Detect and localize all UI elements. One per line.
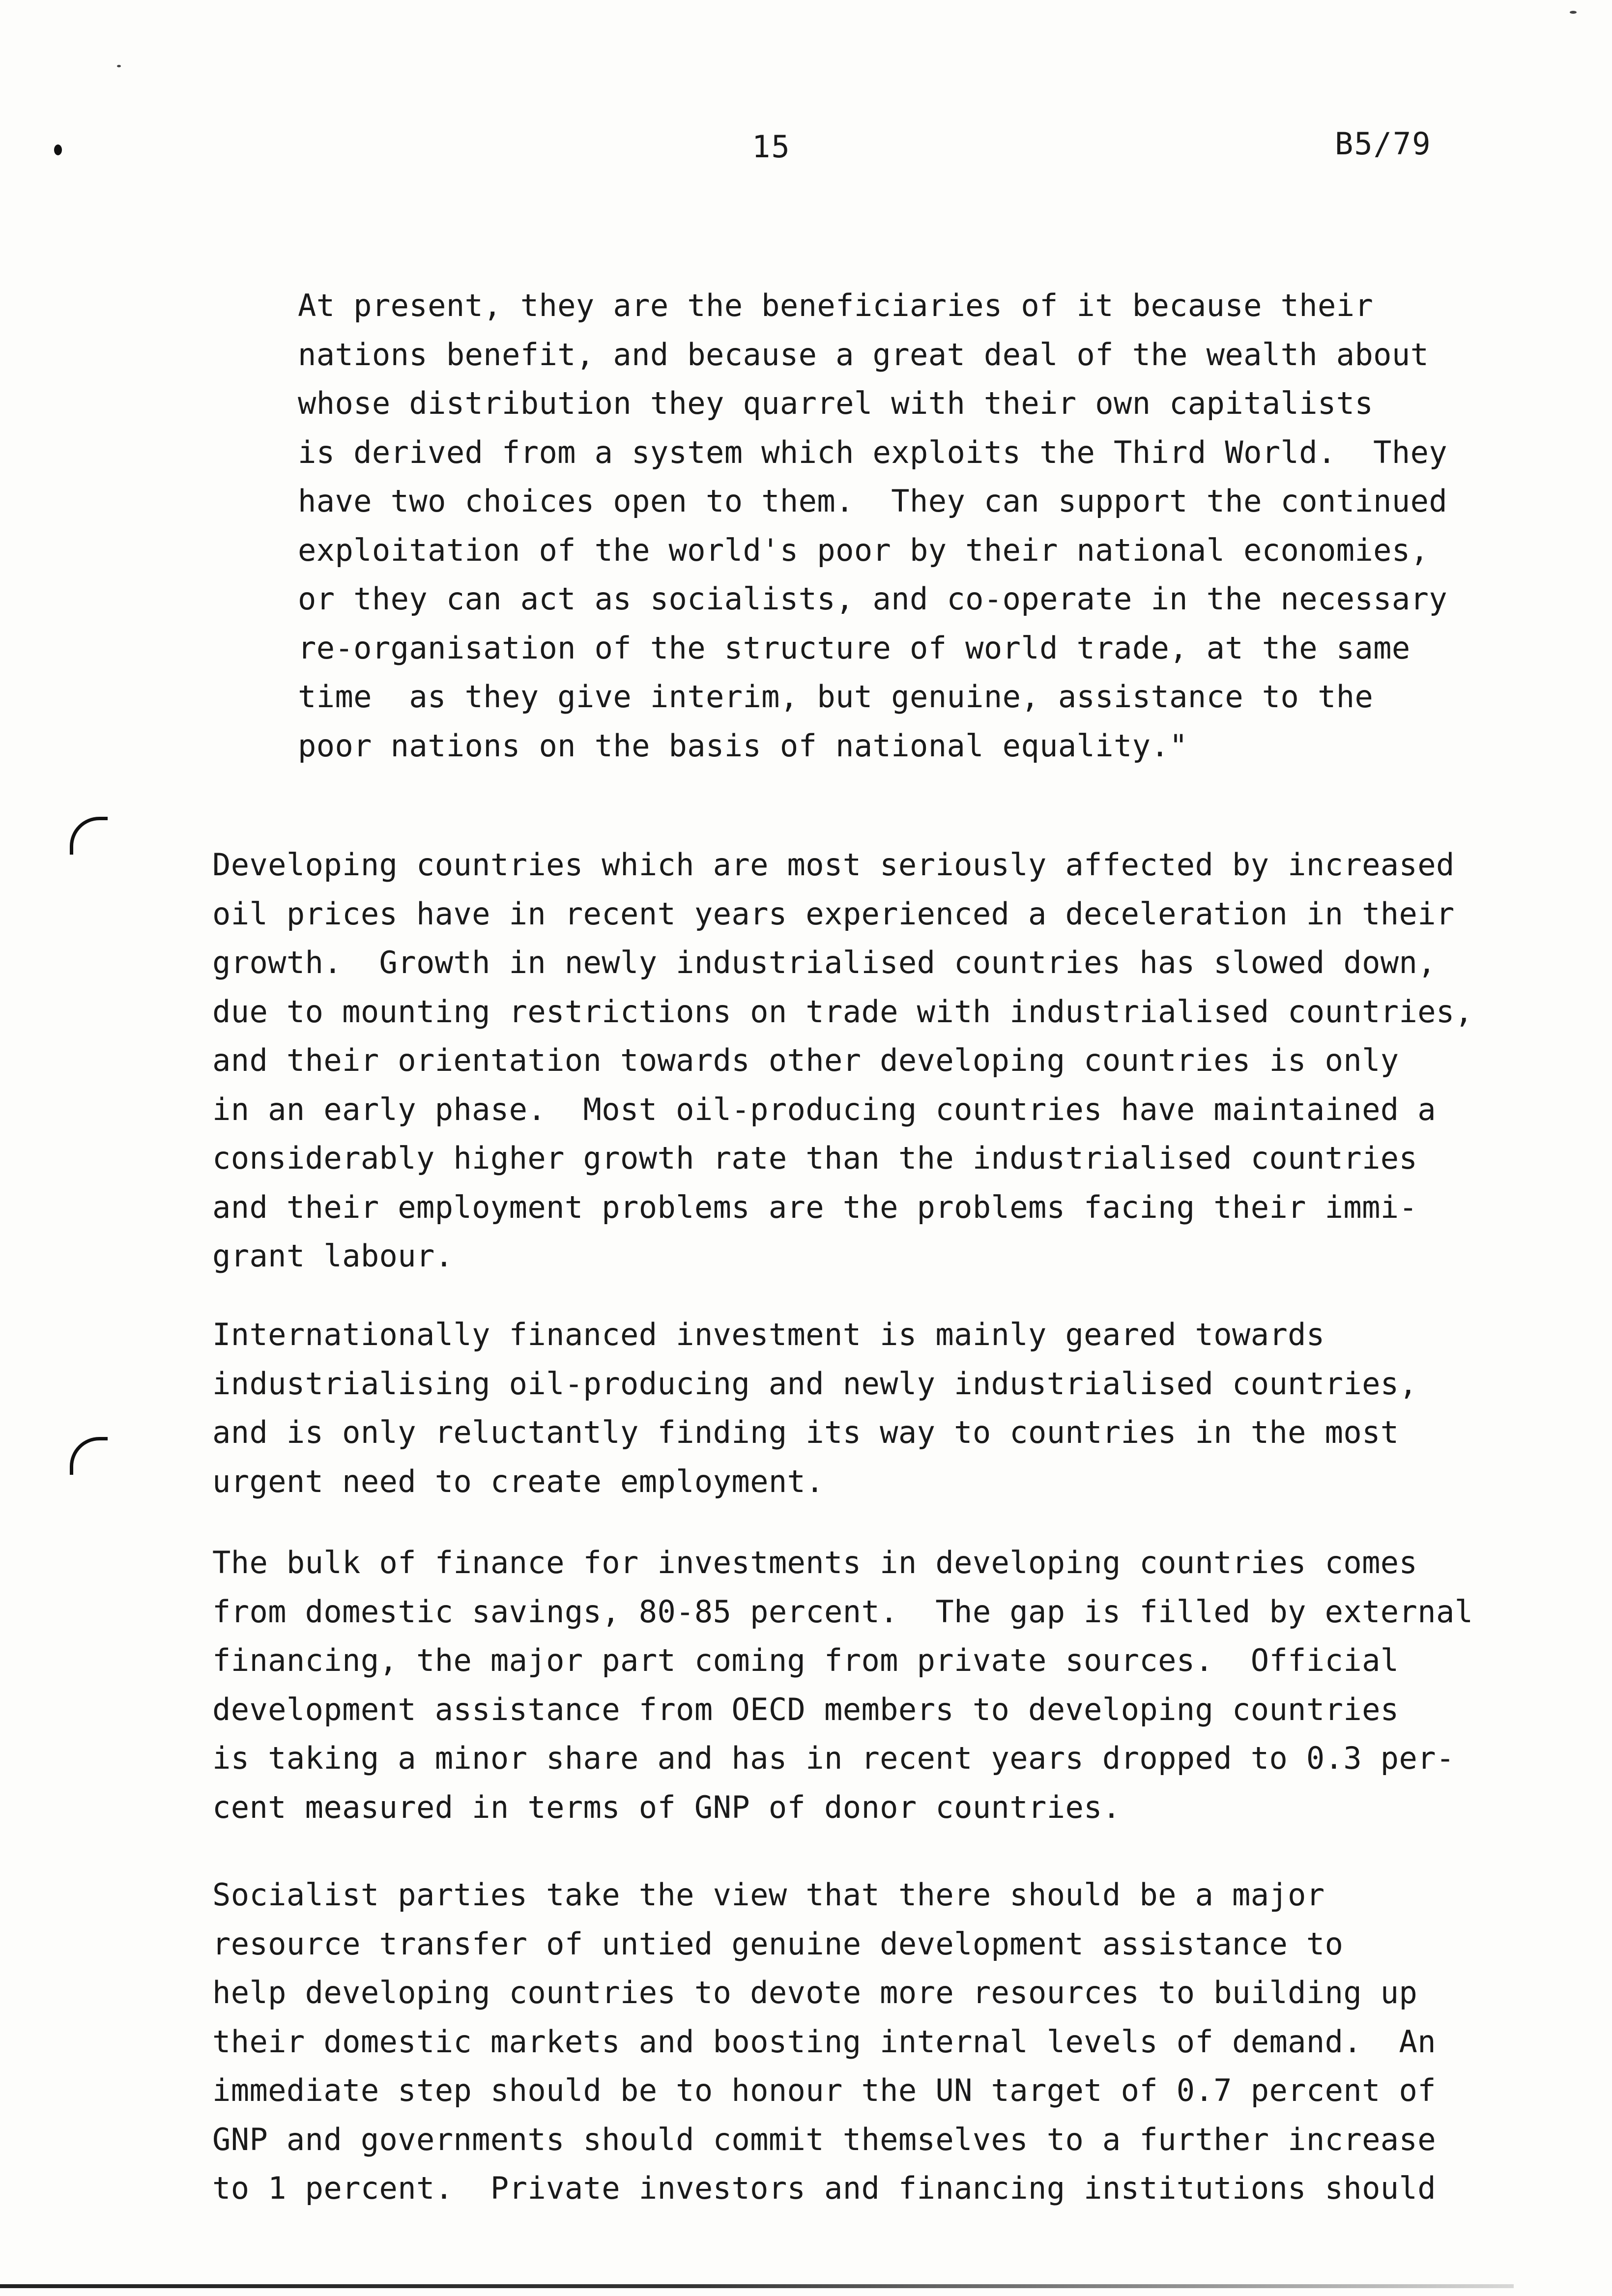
- paragraph-line: due to mounting restrictions on trade with industrialised countries,: [212, 993, 1473, 1030]
- paragraph-line: in an early phase. Most oil-producing countries have maintained a: [212, 1091, 1436, 1127]
- paragraph-line: immediate step should be to honour the UN target of 0.7 percent of: [212, 2072, 1436, 2108]
- margin-bracket-mark: [70, 1437, 108, 1475]
- paragraph-line: industrialising oil-producing and newly industrialised countries,: [212, 1365, 1418, 1402]
- paragraph-line: Socialist parties take the view that there should be a major: [212, 1877, 1325, 1913]
- paragraph-line: and is only reluctantly finding its way to countries in the most: [212, 1414, 1399, 1450]
- paragraph-finance-bulk: [212, 1538, 1579, 1832]
- page-number: 15: [752, 129, 791, 165]
- paragraph-line: and their orientation towards other developing countries is only: [212, 1042, 1399, 1078]
- paragraph-line: oil prices have in recent years experienced a deceleration in their: [212, 895, 1455, 932]
- margin-bracket-mark: [70, 817, 108, 855]
- quote-line: exploitation of the world's poor by their national economies,: [298, 532, 1429, 568]
- paragraph-line: and their employment problems are the problems facing their immi-: [212, 1189, 1418, 1225]
- paragraph-line: from domestic savings, 80-85 percent. The gap is filled by external: [212, 1593, 1473, 1630]
- paragraph-line: resource transfer of untied genuine development assistance to: [212, 1925, 1344, 1962]
- quote-line: have two choices open to them. They can support the continued: [298, 483, 1448, 519]
- quote-line: time as they give interim, but genuine, assistance to the: [298, 679, 1374, 715]
- paragraph-line: Developing countries which are most seriously affected by increased: [212, 847, 1455, 883]
- paragraph-line: The bulk of finance for investments in developing countries comes: [212, 1545, 1418, 1580]
- paragraph-line: grant labour.: [212, 1238, 454, 1274]
- quote-line: re-organisation of the structure of world trade, at the same: [298, 630, 1410, 666]
- quote-line: At present, they are the beneficiaries of it because their: [298, 287, 1374, 323]
- paragraph-line: Internationally financed investment is mainly geared towards: [212, 1317, 1325, 1352]
- quote-line: poor nations on the basis of national equality.": [298, 727, 1188, 764]
- paragraph-developing-countries: [212, 840, 1579, 1281]
- paragraph-line: considerably higher growth rate than the industrialised countries: [212, 1140, 1418, 1176]
- paragraph-line: growth. Growth in newly industrialised countries has slowed down,: [212, 945, 1436, 980]
- paragraph-line: GNP and governments should commit themselves to a further increase: [212, 2121, 1436, 2157]
- quote-line: is derived from a system which exploits the Third World. They: [298, 434, 1448, 470]
- paragraph-line: is taking a minor share and has in recent years dropped to 0.3 per-: [212, 1740, 1455, 1776]
- paragraph-international-investment: [212, 1310, 1579, 1506]
- quote-line: whose distribution they quarrel with their own capitalists: [298, 385, 1374, 421]
- quoted-passage: [298, 281, 1556, 770]
- bottom-scan-edge: [0, 2284, 1514, 2288]
- quote-line: or they can act as socialists, and co-operate in the necessary: [298, 581, 1448, 617]
- paragraph-line: financing, the major part coming from private sources. Official: [212, 1642, 1399, 1678]
- document-reference: B5/79: [1335, 126, 1432, 162]
- paragraph-line: cent measured in terms of GNP of donor countries.: [212, 1789, 1121, 1825]
- paragraph-line: to 1 percent. Private investors and financing institutions should: [212, 2170, 1436, 2206]
- paragraph-socialist-view: [212, 1870, 1579, 2213]
- scan-speck: [1570, 11, 1577, 14]
- scan-speck: [117, 65, 121, 67]
- paragraph-line: their domestic markets and boosting internal levels of demand. An: [212, 2023, 1436, 2060]
- margin-dot: [54, 144, 62, 155]
- quote-line: nations benefit, and because a great deal of the wealth about: [298, 336, 1429, 373]
- paragraph-line: help developing countries to devote more resources to building up: [212, 1975, 1418, 2010]
- paragraph-line: urgent need to create employment.: [212, 1463, 824, 1499]
- paragraph-line: development assistance from OECD members to developing countries: [212, 1691, 1399, 1727]
